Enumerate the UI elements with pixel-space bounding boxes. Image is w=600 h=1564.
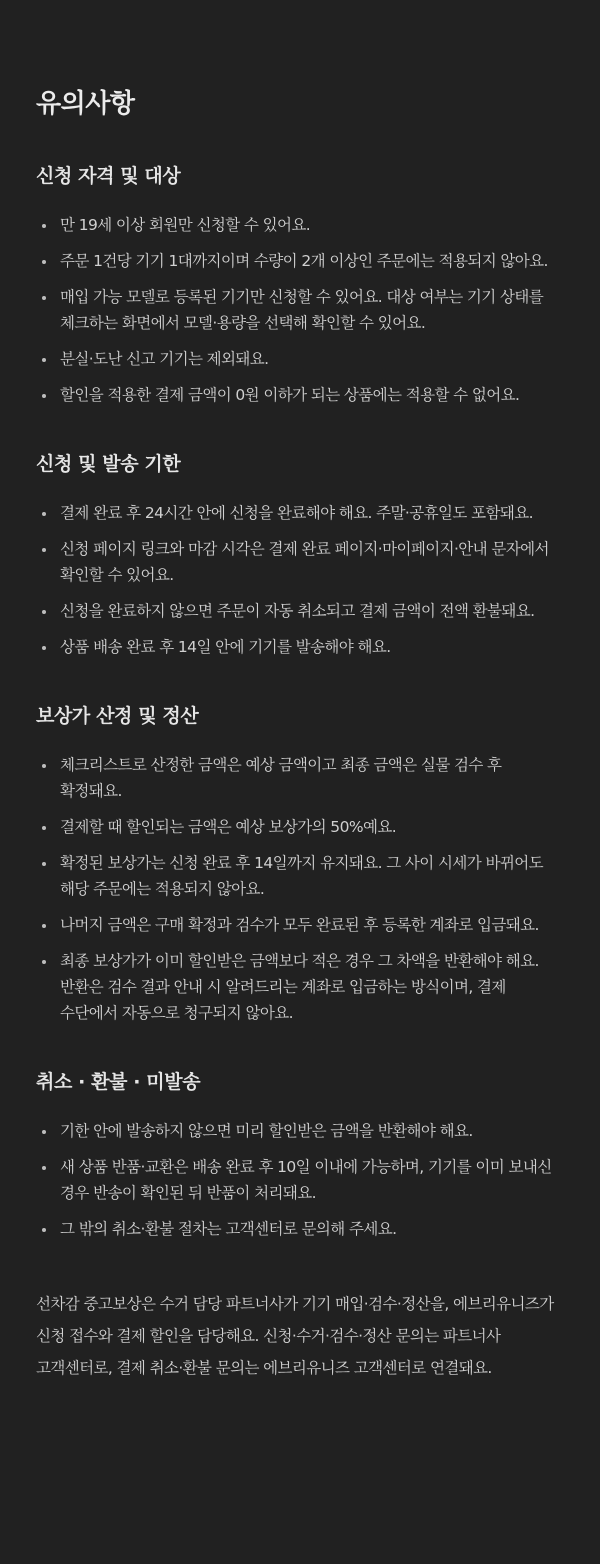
section-title: 신청 및 발송 기한: [36, 453, 181, 475]
list-item: [36, 284, 564, 336]
section-title: 보상가 산정 및 정산: [36, 705, 199, 727]
list-item-text: 상품 배송 완료 후 14일 안에 기기를 발송해야 해요.: [60, 638, 391, 656]
list-item: [36, 814, 564, 840]
list-item-text: 결제 완료 후 24시간 안에 신청을 완료해야 해요. 주말·공휴일도 포함돼요.: [60, 504, 533, 522]
bullet-dot-icon: [42, 764, 46, 768]
list-item: [36, 752, 564, 804]
list-item-text: 분실·도난 신고 기기는 제외돼요.: [60, 350, 269, 368]
bullet-dot-icon: [42, 512, 46, 516]
list-item: [36, 912, 564, 938]
section-cancel-refund: [36, 1068, 564, 1242]
list-item-text: 확정된 보상가는 신청 완료 후 14일까지 유지돼요. 그 사이 시세가 바뀌어도 해당 주문에는 적용되지 않아요.: [60, 854, 543, 898]
list-item-text: 나머지 금액은 구매 확정과 검수가 모두 완료된 후 등록한 계좌로 입금돼요.: [60, 916, 539, 934]
bullet-dot-icon: [42, 1228, 46, 1232]
bullet-dot-icon: [42, 394, 46, 398]
section-title: 신청 자격 및 대상: [36, 165, 181, 187]
footer-note: 선차감 중고보상은 수거 담당 파트너사가 기기 매입·검수·정산을, 에브리유니즈가 신청 접수와 결제 할인을 담당해요. 신청·수거·검수·정산 문의는 파트너사 고객센터로, 결제 취소·환불 문의는 에브리유니즈 고객센터로 연결돼요.: [36, 1295, 554, 1377]
cancel-refund-list: [36, 1118, 564, 1242]
list-item: [36, 382, 564, 408]
section-eligibility: [36, 162, 564, 408]
bullet-dot-icon: [42, 1130, 46, 1134]
list-item-text: 할인을 적용한 결제 금액이 0원 이하가 되는 상품에는 적용할 수 없어요.: [60, 386, 520, 404]
eligibility-list: [36, 212, 564, 408]
list-item-text: 주문 1건당 기기 1대까지이며 수량이 2개 이상인 주문에는 적용되지 않아요.: [60, 252, 548, 270]
list-item-text: 신청 페이지 링크와 마감 시각은 결제 완료 페이지·마이페이지·안내 문자에서 확인할 수 있어요.: [60, 540, 549, 584]
compensation-list: [36, 752, 564, 1026]
list-item: [36, 1154, 564, 1206]
bullet-dot-icon: [42, 224, 46, 228]
bullet-dot-icon: [42, 358, 46, 362]
bullet-dot-icon: [42, 960, 46, 964]
page-title: 유의사항: [36, 89, 135, 119]
list-item-text: 최종 보상가가 이미 할인받은 금액보다 적은 경우 그 차액을 반환해야 해요. 반환은 검수 결과 안내 시 알려드리는 계좌로 입금하는 방식이며, 결제 수단에서 자동으로 청구되지 않아요.: [60, 952, 539, 1022]
list-item-text: 만 19세 이상 회원만 신청할 수 있어요.: [60, 216, 311, 234]
bullet-dot-icon: [42, 924, 46, 928]
bullet-dot-icon: [42, 260, 46, 264]
list-item: [36, 598, 564, 624]
list-item-text: 새 상품 반품·교환은 배송 완료 후 10일 이내에 가능하며, 기기를 이미 보내신 경우 반송이 확인된 뒤 반품이 처리돼요.: [60, 1158, 552, 1202]
list-item-text: 체크리스트로 산정한 금액은 예상 금액이고 최종 금액은 실물 검수 후 확정돼요.: [60, 756, 502, 800]
list-item: [36, 346, 564, 372]
bullet-dot-icon: [42, 646, 46, 650]
list-item: [36, 1118, 564, 1144]
bullet-dot-icon: [42, 862, 46, 866]
list-item-text: 기한 안에 발송하지 않으면 미리 할인받은 금액을 반환해야 해요.: [60, 1122, 473, 1140]
section-title: 취소 · 환불 · 미발송: [36, 1071, 201, 1093]
list-item: [36, 1216, 564, 1242]
list-item: [36, 212, 564, 238]
section-compensation: [36, 702, 564, 1026]
list-item: [36, 634, 564, 660]
section-deadline: [36, 450, 564, 660]
list-item-text: 그 밖의 취소·환불 절차는 고객센터로 문의해 주세요.: [60, 1220, 397, 1238]
list-item: [36, 850, 564, 902]
deadline-list: [36, 500, 564, 660]
bullet-dot-icon: [42, 826, 46, 830]
list-item-text: 결제할 때 할인되는 금액은 예상 보상가의 50%예요.: [60, 818, 397, 836]
list-item: [36, 248, 564, 274]
bullet-dot-icon: [42, 610, 46, 614]
list-item: [36, 536, 564, 588]
list-item: [36, 500, 564, 526]
list-item: [36, 948, 564, 1026]
bullet-dot-icon: [42, 296, 46, 300]
bullet-dot-icon: [42, 1166, 46, 1170]
list-item-text: 매입 가능 모델로 등록된 기기만 신청할 수 있어요. 대상 여부는 기기 상태를 체크하는 화면에서 모델·용량을 선택해 확인할 수 있어요.: [60, 288, 544, 332]
bullet-dot-icon: [42, 548, 46, 552]
list-item-text: 신청을 완료하지 않으면 주문이 자동 취소되고 결제 금액이 전액 환불돼요.: [60, 602, 535, 620]
